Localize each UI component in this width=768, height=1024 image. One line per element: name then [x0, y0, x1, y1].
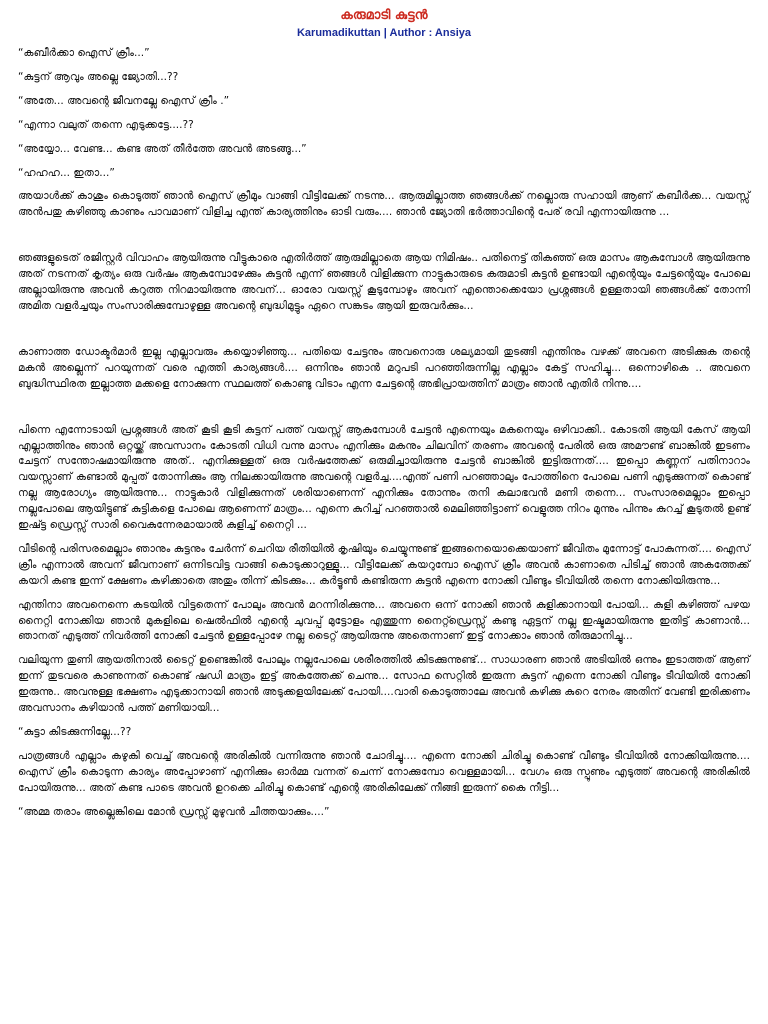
dialogue-line: “അയ്യോ... വേണ്ട... കണ്ട അത് തീർത്തേ അവൻ അടങ്ങൂ...”	[18, 142, 307, 155]
narrative-paragraph: ഞങ്ങളുടെത് രജിസ്റ്റർ വിവാഹം ആയിരുന്നു വീട്ടുകാരെ എതിർത്ത് ആരുമില്ലാതെ ആയ നിമിഷം.. പതിനെട്ട് തികഞ്ഞ് ഒരു മാസം ആകുമ്പോൾ ആയിരുന്നു അത് നടന്നത് കൃത്യം ഒരു വർഷം ആകുമ്പോഴേക്കും കുട്ടൻ എന്ന് ഞങ്ങൾ വിളിക്കുന്ന നാട്ടുകാരുടെ കരുമാടി കുട്ടൻ ഉണ്ടായി എന്റെയും ചേട്ടന്റെയും പോലെ അല്ലായിരുന്നു അവൻ കറുത്ത നിറമായിരുന്നു അവന്... ഓരോ വയസ്സ് കൂടുമ്പോഴും അവന് എന്തൊക്കെയോ പ്രശ്നങ്ങൾ ഉള്ളതായി ഞങ്ങൾക്ക് തോന്നി അമിത വളർച്ചയും സംസാരിക്കുമ്പോഴുള്ള അവന്റെ ബുദ്ധിമുട്ടും ഏറെ സങ്കടം ആയി ഇരുവർക്കും...	[18, 252, 750, 312]
narrative-paragraph: അയാൾക്ക് കാശും കൊടുത്ത് ഞാൻ ഐസ് ക്രീമും വാങ്ങി വീട്ടിലേക്ക് നടന്നു... ആരുമില്ലാത്ത ഞങ്ങൾക്ക് നല്ലൊരു സഹായി ആണ് കബീർക്ക... വയസ്സ് അൻപതു കഴിഞ്ഞു കാണും പാവമാണ് വിളിച്ച എന്ത് കാര്യത്തിനും ഓടി വരും.... ഞാൻ ജ്യോതി ഭർത്താവിന്റെ പേര് രവി എന്നായിരുന്നു ...	[18, 190, 750, 219]
narrative-paragraph: വീടിന്റെ പരിസരമെല്ലാം ഞാനും കുട്ടനും ചേർന്ന് ചെറിയ രീതിയിൽ കൃഷിയും ചെയ്യുന്നുണ്ട് ഇങ്ങനെയൊക്കെയാണ് ജീവിതം മുന്നോട്ട് പോകുന്നത്.... ഐസ് ക്രീം എന്നാൽ അവന് ജീവനാണ് ഒന്നിടവിട്ട വാങ്ങി കൊടുക്കാറുള്ളു... വീട്ടിലേക്ക് കയറുമ്പോ ഐസ് ക്രീം അവൻ കാണാതെ പിടിച്ച് ഞാൻ അകത്തേക്ക് കയറി കണ്ട ഇന്ന് ക്ഷേണം കഴിക്കാതെ അതും തിന്ന് കിടക്കും... കർട്ടൂൺ കണ്ടിരുന്ന കുട്ടൻ എന്നെ നോക്കി വീണ്ടും ടീവിയിൽ തന്നെ നോക്കിയിരുന്നു...	[18, 542, 750, 587]
narrative-paragraph: പാത്രങ്ങൾ എല്ലാം കഴുകി വെച്ച് അവന്റെ അരികിൽ വന്നിരുന്നു ഞാൻ ചോദിച്ചു.... എന്നെ നോക്കി ചിരിച്ചു കൊണ്ട് വീണ്ടും ടീവിയിൽ നോക്കിയിരുന്നു.... ഐസ് ക്രീം കൊടുന്ന കാര്യം അപ്പോഴാണ് എനിക്കും ഓർമ്മ വന്നത് ചെന്ന് നോക്കുമ്പോ വെള്ളമായി... വേഗം ഒരു സ്പൂണും എടുത്ത് അവന്റെ അരികിൽ പോയിരുന്നു... അത് കണ്ട പാടെ അവൻ ഉറക്കെ ചിരിച്ചു കൊണ്ട് എന്റെ അരികിലേക്ക് നീങ്ങി ഇരുന്ന് കൈ നീട്ടി...	[18, 749, 750, 794]
dialogue-line: “കബീർക്കാ ഐസ് ക്രീം...”	[18, 47, 150, 59]
story-title: കരുമാടി കുട്ടൻ	[340, 8, 428, 23]
narrative-paragraph: വലിയുന്ന തുണി ആയതിനാൽ ടൈറ്റ് ഉണ്ടെങ്കിൽ പോലും നല്ലപോലെ ശരീരത്തിൽ കിടക്കുന്നുണ്ട്... സാധാരണ ഞാൻ അടിയിൽ ഒന്നും ഇടാത്തത് ആണ് ഇന്ന് തുടവരെ കാണുന്നത് കൊണ്ട് ഷഡി മാത്രം ഇട്ട് അകത്തേക്ക് ചെന്നു... സോഫ സെറ്റിൽ ഇരുന്ന കുട്ടന് എന്നെ നോക്കി വീണ്ടും ടീവിയിൽ നോക്കി ഇരുന്നു.. അവനുള്ള ഭക്ഷണം എടുക്കാനായി ഞാൻ അടുക്കളയിലേക്ക് പോയി....വാരി കൊടുത്താലേ അവൻ കഴിക്കു കുറെ നേരം അതിന് വേണ്ടി ഇരിക്കണം അവസാനം കഴിയാൻ പത്ത് മണിയായി...	[18, 654, 750, 715]
story-byline: Karumadikuttan | Author : Ansiya	[296, 27, 471, 39]
narrative-paragraph: എന്തിനാ അവനെന്നെ കടയിൽ വിട്ടതെന്ന് പോലും അവൻ മറന്നിരിക്കുന്നു... അവനെ ഒന്ന് നോക്കി ഞാൻ കുളിക്കാനായി പോയി... കുളി കഴിഞ്ഞ് പഴയ നൈറ്റി നോക്കിയ ഞാൻ മുകളിലെ ഷെൽഫിൽ എന്റെ ചുവപ്പ് മുട്ടോളം എത്തുന്ന നൈറ്റ്ഡ്രെസ്സ് കണ്ടു ഏട്ടന് നല്ല ഇഷ്ടമായിരുന്നു ഇതിട്ട് കാണാൻ... ഞാനത് എടുത്ത് നിവർത്തി നോക്കി ചേട്ടൻ ഉള്ളപ്പോഴേ നല്ല ടൈറ്റ് ആയിരുന്നു അതെന്നാണ് ഇട്ട് നോക്കാം ഞാൻ തീരുമാനിച്ചു...	[18, 598, 750, 643]
dialogue-line: “കുട്ടന് ആവും അല്ലെ ജ്യോതി...??	[18, 70, 179, 83]
dialogue-line: “അമ്മ തരാം അല്ലെങ്കിലെ മോൻ ഡ്രസ്സ് മുഴുവൻ ചീത്തയാക്കും....”	[18, 805, 330, 818]
dialogue-line: “എന്നാ വലുത് തന്നെ എടുക്കട്ടേ....??	[18, 118, 194, 131]
story-body	[18, 46, 750, 821]
dialogue-line: “അതേ... അവന്റെ ജീവനല്ലേ ഐസ് ക്രീം .”	[18, 94, 230, 107]
dialogue-line: “ഹഹഹ... ഇതാ...”	[18, 166, 115, 179]
narrative-paragraph: കാണാത്ത ഡോക്ടർമാർ ഇല്ല എല്ലാവരും കയ്യൊഴിഞ്ഞു... പതിയെ ചേട്ടനും അവനൊരു ശല്യമായി തുടങ്ങി എന്തിനും വഴക്ക് അവനെ അടിക്കുക തന്റെ മകൻ അല്ലെന്ന് പറയുന്നത് വരെ എത്തി കാര്യങ്ങൾ.... ഒന്നിനും ഞാൻ മറുപടി പറഞ്ഞിരുന്നില്ല എല്ലാം കേട്ട് സഹിച്ചു... ഒന്നൊഴികെ .. അവനെ ബുദ്ധിസ്ഥിരത ഇല്ലാത്ത മക്കളെ നോക്കുന്ന സ്ഥലത്ത് കൊണ്ടു വിടാം എന്ന ചേട്ടന്റെ അഭിപ്രായത്തിന് മാത്രം ഞാൻ എതിർ നിന്നു....	[18, 345, 750, 390]
narrative-paragraph: പിന്നെ എന്നോടായി പ്രശ്നങ്ങൾ അത് കൂടി കൂടി കുട്ടന് പത്ത് വയസ്സ് ആകുമ്പോൾ ചേട്ടൻ എന്നെയും മകനെയും ഒഴിവാക്കി.. കോടതി ആയി കേസ് ആയി എല്ലാത്തിനും ഞാൻ ഒറ്റയ്ക്ക് അവസാനം കോടതി വിധി വന്നു മാസം എനിക്കും മകനും ചിലവിന് തരണം അവന്റെ പേരിൽ ഒരു അമൗണ്ട് ബാങ്കിൽ ഇടണം ചേട്ടന് സന്തോഷമായിരുന്നു അത്.. എനിക്കുള്ളത് ഒരു വർഷത്തേക്ക് ഒരുമിച്ചായിരുന്നു ചേട്ടൻ ബാങ്കിൽ ഇട്ടിരുന്നത്.... ഇപ്പൊ കണ്ണന് പതിനാറാം വയസ്സാണ് കണ്ടാൽ മുപ്പത് തോന്നിക്കും ആ നിലക്കായിരുന്നു അവന്റെ വളർച്ച....എന്ത് പണി പറഞ്ഞാലും പോത്തിനെ പോലെ പണി എടുക്കുന്നത് കൊണ്ട് നല്ല ആരോഗ്യം ആയിരുന്നു... നാട്ടുകാർ വിളിക്കുന്നത് ശരിയാണെന്ന് എനിക്കും തോന്നും തനി കലാഭവൻ മണി തന്നെ... സംസാരമെല്ലാം ഇപ്പൊ നല്ലപോലെ ആയിട്ടുണ്ട് കുട്ടികളെ പോലെ ആണെന്ന് മാത്രം... എന്നെ കുറിച്ച് പറഞ്ഞാൽ മെലിഞ്ഞിട്ടാണ് വെളുത്ത നിറം മുന്നും പിന്നും കുറച്ച് കൂടുതൽ ഉണ്ട് ഇഷ്ട്ട ഡ്രെസ്സ് സാരി വൈകുന്നേരമായാൽ കുളിച്ച് നൈറ്റി ...	[18, 423, 750, 532]
dialogue-line: “കുട്ടാ കിടക്കുന്നില്ലേ...??	[18, 726, 132, 738]
